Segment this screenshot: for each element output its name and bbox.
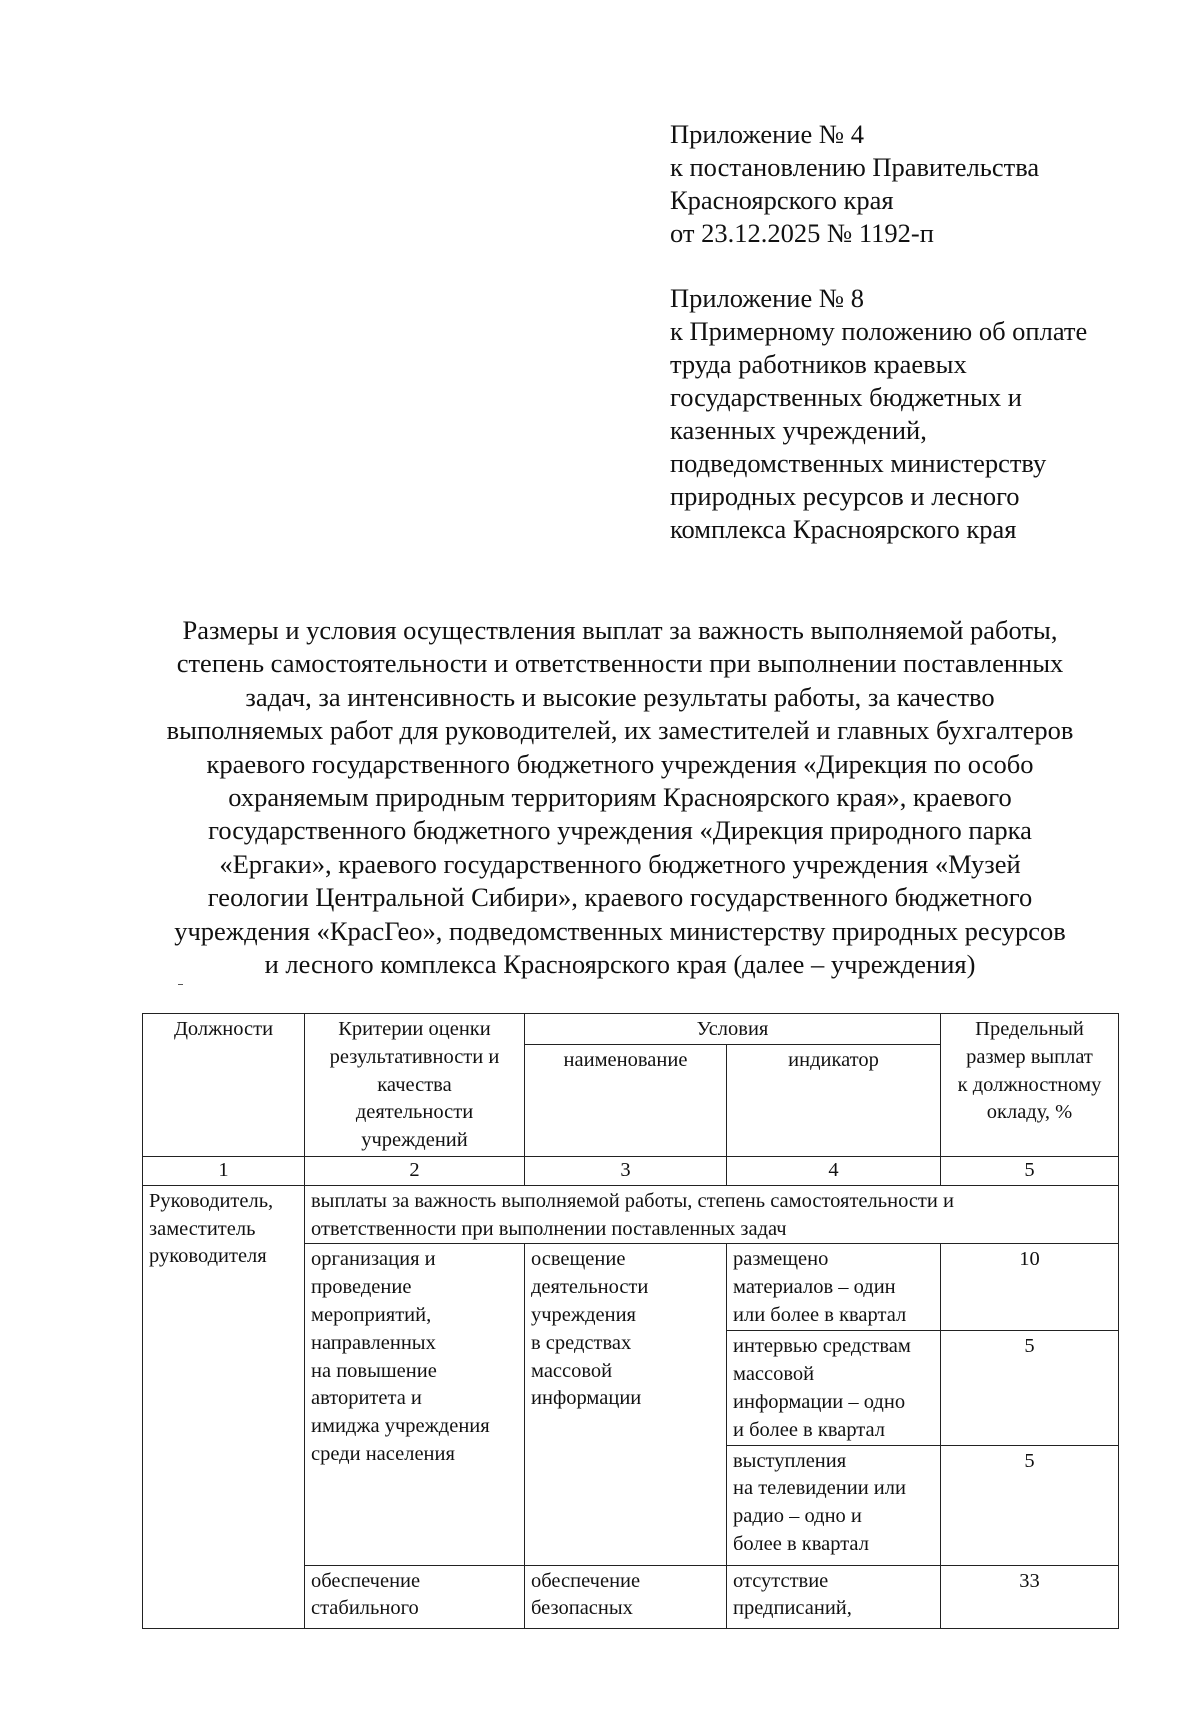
limit-value: 33: [941, 1565, 1119, 1628]
payments-table: [142, 1013, 1119, 1629]
condition-cell: [525, 1565, 727, 1628]
text-line: краевого государственного бюджетного учреждения «Дирекция по особо: [206, 748, 1034, 779]
text-line: ответственности при выполнении поставленных задач: [311, 1217, 787, 1240]
indicator-cell: [727, 1445, 941, 1565]
text-line: обеспечение: [311, 1569, 421, 1592]
text-line: размер выплат: [966, 1045, 1093, 1068]
header-condition-name: наименование: [525, 1044, 727, 1156]
text-line: учреждений: [361, 1129, 468, 1152]
text-line: к Примерному положению об оплате: [670, 316, 1088, 346]
text-line: размещено: [733, 1248, 829, 1271]
header-conditions: Условия: [525, 1014, 941, 1045]
text-line: качества: [377, 1073, 452, 1096]
indicator-cell: [727, 1331, 941, 1445]
text-line: деятельности: [531, 1276, 649, 1299]
text-line: руководителя: [149, 1245, 267, 1268]
header-criteria: [305, 1014, 525, 1157]
text-line: мероприятий,: [311, 1303, 432, 1326]
column-number: 1: [143, 1156, 305, 1185]
indicator-cell: [727, 1244, 941, 1331]
text-line: или более в квартал: [733, 1303, 907, 1326]
indicator-cell: [727, 1565, 941, 1628]
limit-value: 5: [941, 1331, 1119, 1445]
text-line: выполняемых работ для руководителей, их заместителей и главных бухгалтеров: [166, 715, 1074, 746]
text-line: радио – одно и: [733, 1505, 862, 1528]
text-line: к должностному: [957, 1073, 1102, 1096]
criteria-cell: [305, 1565, 525, 1628]
condition-cell: [525, 1244, 727, 1565]
text-line: учреждения: [531, 1303, 636, 1326]
document-title: [140, 614, 1100, 981]
text-line: направленных: [311, 1331, 436, 1354]
text-line: выступления: [733, 1449, 847, 1472]
column-number: 5: [941, 1156, 1119, 1185]
text-line: геологии Центральной Сибири», краевого государственного бюджетного: [207, 882, 1033, 913]
text-line: безопасных: [531, 1597, 633, 1620]
limit-value: 10: [941, 1244, 1119, 1331]
column-number: 2: [305, 1156, 525, 1185]
limit-value: 5: [941, 1445, 1119, 1565]
text-line: к постановлению Правительства: [670, 152, 1040, 182]
text-line: окладу, %: [986, 1101, 1073, 1124]
criteria-cell: [305, 1244, 525, 1565]
text-line: массовой: [531, 1359, 613, 1382]
text-line: задач, за интенсивность и высокие результаты работы, за качество: [245, 681, 995, 712]
text-line: результативности и: [329, 1045, 500, 1068]
text-line: заместитель: [149, 1217, 256, 1240]
text-line: информации: [531, 1387, 642, 1410]
text-line: труда работников краевых: [670, 349, 967, 379]
header-limit: [941, 1014, 1119, 1157]
annex-reference-block: [670, 282, 1087, 546]
text-line: в средствах: [531, 1331, 632, 1354]
text-line: казенных учреждений,: [670, 415, 927, 445]
text-line: деятельности: [355, 1101, 474, 1124]
column-number-row: [143, 1156, 1119, 1185]
text-line: более в квартал: [733, 1532, 869, 1555]
text-line: государственных бюджетных и: [670, 382, 1022, 412]
text-line: освещение: [531, 1248, 626, 1271]
section-row: [143, 1185, 1119, 1244]
text-line: проведение: [311, 1276, 412, 1299]
text-line: среди населения: [311, 1442, 455, 1465]
text-line: природных ресурсов и лесного: [670, 481, 1020, 511]
text-line: учреждения «КрасГео», подведомственных министерству природных ресурсов: [174, 915, 1066, 946]
text-line: Приложение № 8: [670, 283, 865, 313]
text-line: предписаний,: [733, 1597, 852, 1620]
text-line: массовой: [733, 1363, 815, 1386]
text-line: охраняемым природным территориям Красноярского края», краевого: [228, 782, 1012, 813]
header-condition-indicator: индикатор: [727, 1044, 941, 1156]
column-number: 3: [525, 1156, 727, 1185]
annex-main-block: [670, 118, 1039, 250]
text-line: «Ергаки», краевого государственного бюджетного учреждения «Музей: [219, 848, 1021, 879]
text-line: Предельный: [975, 1018, 1084, 1040]
text-line: и более в квартал: [733, 1418, 886, 1441]
text-line: организация и: [311, 1248, 436, 1271]
position-cell: [143, 1185, 305, 1628]
text-line: комплекса Красноярского края: [670, 514, 1017, 544]
text-line: информации – одно: [733, 1390, 906, 1413]
text-line: Красноярского края: [670, 185, 894, 215]
text-line: Приложение № 4: [670, 119, 865, 149]
text-line: на телевидении или: [733, 1477, 906, 1500]
column-number: 4: [727, 1156, 941, 1185]
text-line: на повышение: [311, 1359, 437, 1382]
header-row-1: [143, 1014, 1119, 1045]
text-line: материалов – один: [733, 1276, 896, 1299]
header-position: Должности: [143, 1014, 305, 1157]
text-line: выплаты за важность выполняемой работы, степень самостоятельности и: [311, 1189, 954, 1212]
text-line: авторитета и: [311, 1387, 422, 1410]
text-line: Размеры и условия осуществления выплат за важность выполняемой работы,: [182, 615, 1058, 645]
text-line: от 23.12.2025 № 1192-п: [670, 218, 934, 248]
scan-mark: [178, 984, 183, 985]
text-line: Критерии оценки: [338, 1018, 491, 1040]
text-line: имиджа учреждения: [311, 1415, 490, 1438]
text-line: отсутствие: [733, 1569, 829, 1592]
text-line: Руководитель,: [149, 1189, 274, 1212]
text-line: степень самостоятельности и ответственности при выполнении поставленных: [176, 648, 1064, 679]
text-line: государственного бюджетного учреждения «Дирекция природного парка: [208, 815, 1032, 846]
text-line: и лесного комплекса Красноярского края (далее – учреждения): [264, 949, 976, 980]
text-line: подведомственных министерству: [670, 448, 1047, 478]
section-heading: [305, 1185, 1119, 1244]
text-line: интервью средствам: [733, 1335, 911, 1358]
text-line: стабильного: [311, 1597, 419, 1620]
text-line: обеспечение: [531, 1569, 641, 1592]
